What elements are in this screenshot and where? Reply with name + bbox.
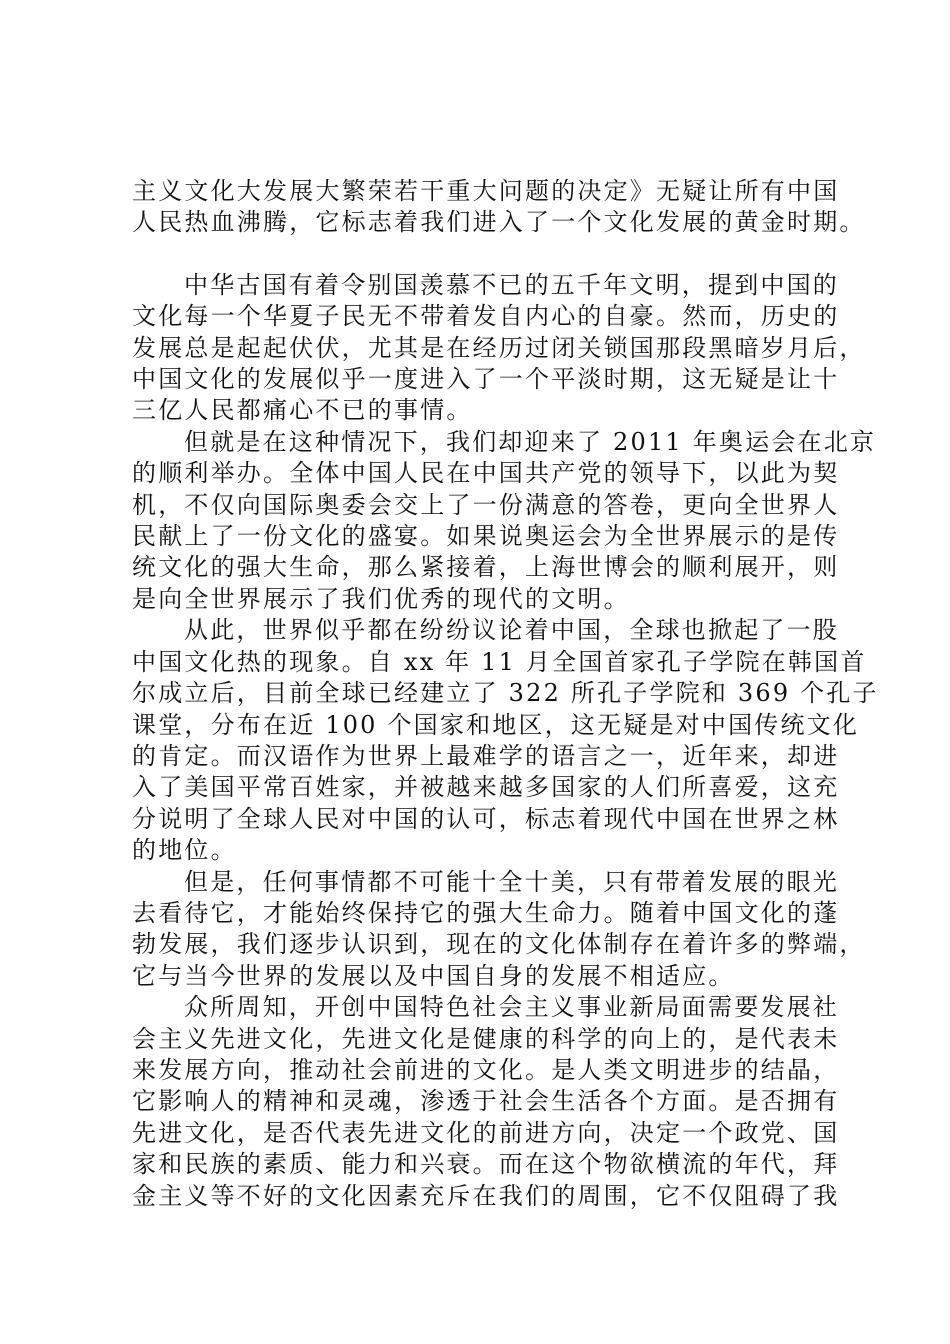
text-line: 它影响人的精神和灵魂，渗透于社会生活各个方面。是否拥有 bbox=[132, 1087, 840, 1116]
text-line: 中国文化的发展似乎一度进入了一个平淡时期，这无疑是让十 bbox=[132, 365, 840, 394]
text-line: 金主义等不好的文化因素充斥在我们的周围，它不仅阻碍了我 bbox=[132, 1181, 840, 1210]
paragraph-2 bbox=[132, 270, 866, 427]
text-line: 三亿人民都痛心不已的事情。 bbox=[132, 396, 473, 425]
text-line: 它与当今世界的发展以及中国自身的发展不相适应。 bbox=[132, 961, 735, 990]
text-line: 先进文化，是否代表先进文化的前进方向，决定一个政党、国 bbox=[132, 1118, 840, 1147]
text-line: 统文化的强大生命，那么紧接着，上海世博会的顺利展开，则 bbox=[132, 553, 840, 582]
text-line: 是向全世界展示了我们优秀的现代的文明。 bbox=[132, 584, 630, 613]
text-line: 民献上了一份文化的盛宴。如果说奥运会为全世界展示的是传 bbox=[132, 522, 840, 551]
text-line: 机，不仅向国际奥委会交上了一份满意的答卷，更向全世界人 bbox=[132, 490, 840, 519]
text-line: 勃发展，我们逐步认识到，现在的文化体制存在着许多的弊端， bbox=[132, 930, 866, 959]
text-line: 中华古国有着令别国羡慕不已的五千年文明，提到中国的 bbox=[184, 270, 839, 299]
text-line: 人民热血沸腾，它标志着我们进入了一个文化发展的黄金时期。 bbox=[132, 208, 866, 237]
text-line: 尔成立后，目前全球已经建立了 322 所孔子学院和 369 个孔子 bbox=[132, 679, 879, 708]
paragraph-6 bbox=[132, 992, 840, 1212]
text-line: 家和民族的素质、能力和兴衰。而在这个物欲横流的年代，拜 bbox=[132, 1150, 840, 1179]
text-line: 分说明了全球人民对中国的认可，标志着现代中国在世界之林 bbox=[132, 804, 840, 833]
text-line: 中国文化热的现象。自 xx 年 11 月全国首家孔子学院在韩国首 bbox=[132, 647, 867, 676]
text-line: 的地位。 bbox=[132, 836, 237, 865]
text-line: 发展总是起起伏伏，尤其是在经历过闭关锁国那段黑暗岁月后， bbox=[132, 333, 866, 362]
text-line: 入了美国平常百姓家，并被越来越多国家的人们所喜爱，这充 bbox=[132, 773, 840, 802]
text-line: 会主义先进文化，先进文化是健康的科学的向上的，是代表未 bbox=[132, 1024, 840, 1053]
paragraph-1 bbox=[132, 176, 866, 239]
text-line: 来发展方向，推动社会前进的文化。是人类文明进步的结晶， bbox=[132, 1055, 840, 1084]
text-line: 文化每一个华夏子民无不带着发自内心的自豪。然而，历史的 bbox=[132, 302, 840, 331]
paragraph-4 bbox=[132, 615, 879, 866]
text-line: 主义文化大发展大繁荣若干重大问题的决定》无疑让所有中国 bbox=[132, 177, 840, 205]
text-line: 的顺利举办。全体中国人民在中国共产党的领导下，以此为契 bbox=[132, 459, 840, 488]
paragraph-5 bbox=[132, 867, 866, 993]
paragraph-3 bbox=[132, 427, 877, 615]
text-line: 从此，世界似乎都在纷纷议论着中国，全球也掀起了一股 bbox=[184, 616, 839, 645]
text-line: 但是，任何事情都不可能十全十美，只有带着发展的眼光 bbox=[184, 867, 839, 896]
text-line: 的肯定。而汉语作为世界上最难学的语言之一，近年来，却进 bbox=[132, 741, 840, 770]
document-body bbox=[132, 176, 879, 1212]
text-line: 去看待它，才能始终保持它的强大生命力。随着中国文化的蓬 bbox=[132, 898, 840, 927]
text-line: 但就是在这种情况下，我们却迎来了 2011 年奥运会在北京 bbox=[184, 427, 877, 456]
text-line: 众所周知，开创中国特色社会主义事业新局面需要发展社 bbox=[184, 993, 839, 1022]
text-line: 课堂，分布在近 100 个国家和地区，这无疑是对中国传统文化 bbox=[132, 710, 860, 739]
